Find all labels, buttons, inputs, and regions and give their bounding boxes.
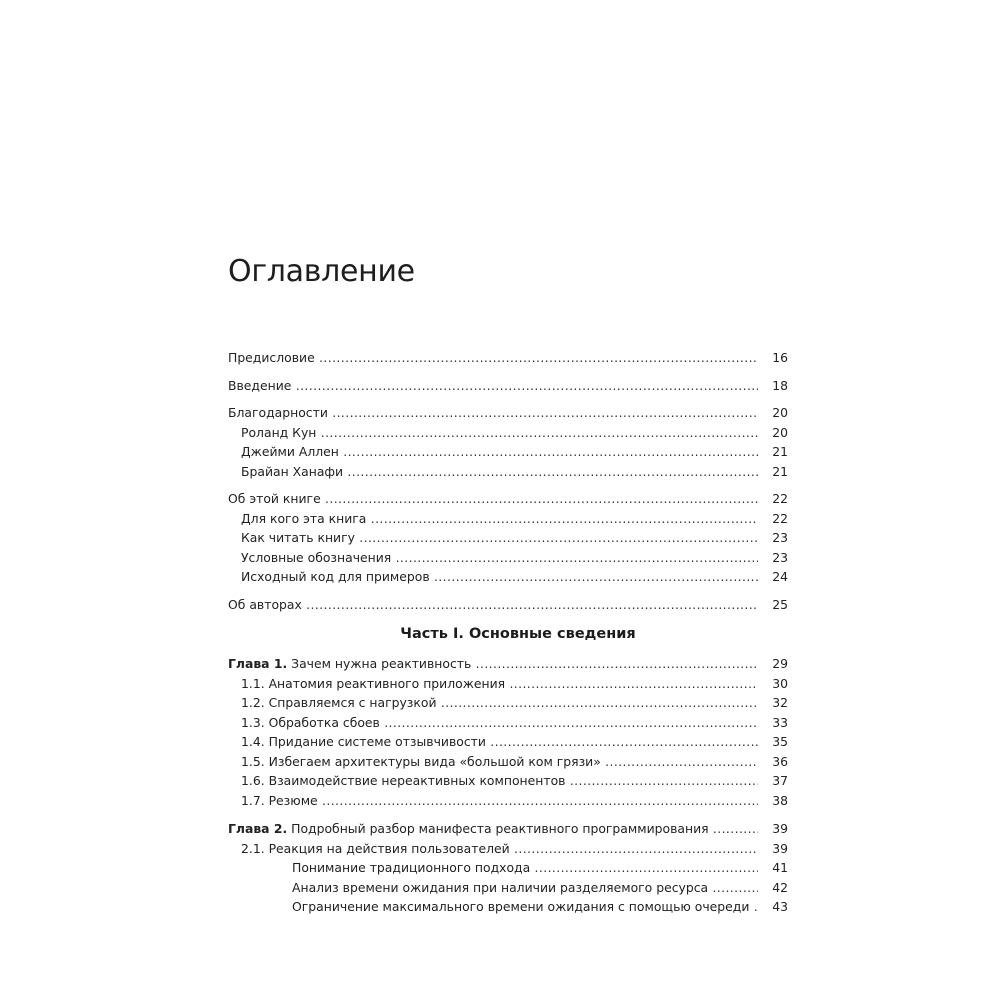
toc-entry-page: 18 xyxy=(760,376,788,396)
toc-entry-title xyxy=(228,819,758,839)
toc-entry-section[interactable] xyxy=(228,791,788,811)
toc-entry-title: Условные обозначения ..... xyxy=(241,548,758,568)
toc-entry-page: 38 xyxy=(760,791,788,811)
toc-entry-section[interactable] xyxy=(228,713,788,733)
page-title: Оглавление xyxy=(228,254,415,289)
toc-entry-page: 23 xyxy=(760,528,788,548)
toc-entry-introduction[interactable] xyxy=(228,376,788,396)
toc-entry-preface[interactable] xyxy=(228,348,788,368)
toc-entry-title: Ограничение максимального времени ожидания с помощью очереди ..... xyxy=(292,897,758,917)
toc-entry-title: Как читать книгу ..... xyxy=(241,528,758,548)
chapter-title: Зачем нужна реактивность xyxy=(291,656,472,671)
part-1-heading: Часть I. Основные сведения xyxy=(400,626,636,642)
toc-entry-acknowledgements[interactable] xyxy=(228,403,788,423)
chapter-title: Подробный разбор манифеста реактивного программирования xyxy=(291,821,709,836)
toc-entry-page: 39 xyxy=(760,839,788,859)
toc-entry-title: Благодарности ..... xyxy=(228,403,758,423)
toc-entry-how-to-read[interactable] xyxy=(228,528,788,548)
toc-entry-roland-kuhn[interactable] xyxy=(228,423,788,443)
toc-entry-page: 32 xyxy=(760,693,788,713)
toc-entry-jamie-allen[interactable] xyxy=(228,442,788,462)
toc-entry-page: 33 xyxy=(760,713,788,733)
toc-entry-title: Для кого эта книга ..... xyxy=(241,509,758,529)
toc-entry-page: 35 xyxy=(760,732,788,752)
toc-entry-page: 21 xyxy=(760,462,788,482)
toc-entry-page: 21 xyxy=(760,442,788,462)
toc-entry-page: 20 xyxy=(760,423,788,443)
toc-entry-about-authors[interactable] xyxy=(228,595,788,615)
toc-entry-page: 24 xyxy=(760,567,788,587)
toc-entry-page: 20 xyxy=(760,403,788,423)
toc-entry-page: 30 xyxy=(760,674,788,694)
toc-entry-title: Брайан Ханафи ..... xyxy=(241,462,758,482)
toc-entry-title: 1.2. Справляемся с нагрузкой ..... xyxy=(241,693,758,713)
toc-entry-subsection[interactable] xyxy=(228,897,788,917)
toc-entry-page: 37 xyxy=(760,771,788,791)
toc-entry-page: 39 xyxy=(760,819,788,839)
toc-entry-section[interactable] xyxy=(228,693,788,713)
toc-entry-section[interactable] xyxy=(228,839,788,859)
toc-entry-section[interactable] xyxy=(228,752,788,772)
toc-entry-title: 1.5. Избегаем архитектуры вида «большой ком грязи» ..... xyxy=(241,752,758,772)
toc-entry-page: 22 xyxy=(760,509,788,529)
toc-entry-conventions[interactable] xyxy=(228,548,788,568)
toc-entry-about-book[interactable] xyxy=(228,489,788,509)
toc-entry-title xyxy=(228,654,758,674)
toc-entry-section[interactable] xyxy=(228,674,788,694)
toc-entry-page: 23 xyxy=(760,548,788,568)
toc-entry-title: Джейми Аллен ..... xyxy=(241,442,758,462)
chapter-label: Глава 2. xyxy=(228,821,288,836)
toc-entry-title: 1.1. Анатомия реактивного приложения ..... xyxy=(241,674,758,694)
toc-entry-section[interactable] xyxy=(228,771,788,791)
toc-entry-title: Исходный код для примеров ..... xyxy=(241,567,758,587)
toc-entry-title: Введение ..... xyxy=(228,376,758,396)
toc-entry-title: Об этой книге ..... xyxy=(228,489,758,509)
toc-entry-title: Об авторах ..... xyxy=(228,595,758,615)
toc-entry-page: 29 xyxy=(760,654,788,674)
chapter-label: Глава 1. xyxy=(228,656,288,671)
toc-entry-title: 1.6. Взаимодействие нереактивных компонентов ..... xyxy=(241,771,758,791)
toc-entry-title: 1.7. Резюме ..... xyxy=(241,791,758,811)
toc-entry-audience[interactable] xyxy=(228,509,788,529)
toc-entry-chapter-2[interactable] xyxy=(228,819,788,839)
toc-entry-page: 25 xyxy=(760,595,788,615)
table-of-contents xyxy=(228,348,788,917)
toc-entry-subsection[interactable] xyxy=(228,878,788,898)
toc-entry-title: Анализ времени ожидания при наличии разделяемого ресурса ..... xyxy=(292,878,758,898)
toc-entry-page: 16 xyxy=(760,348,788,368)
toc-entry-page: 42 xyxy=(760,878,788,898)
toc-entry-page: 22 xyxy=(760,489,788,509)
toc-entry-title: 1.3. Обработка сбоев ..... xyxy=(241,713,758,733)
toc-entry-title: 1.4. Придание системе отзывчивости ..... xyxy=(241,732,758,752)
toc-entry-section[interactable] xyxy=(228,732,788,752)
toc-entry-title: 2.1. Реакция на действия пользователей ..... xyxy=(241,839,758,859)
toc-entry-source-code[interactable] xyxy=(228,567,788,587)
toc-entry-page: 36 xyxy=(760,752,788,772)
toc-entry-title: Предисловие ..... xyxy=(228,348,758,368)
toc-entry-subsection[interactable] xyxy=(228,858,788,878)
toc-entry-title: Понимание традиционного подхода ..... xyxy=(292,858,758,878)
toc-entry-brian-hanafee[interactable] xyxy=(228,462,788,482)
toc-entry-page: 41 xyxy=(760,858,788,878)
toc-entry-title: Роланд Кун ..... xyxy=(241,423,758,443)
toc-entry-page: 43 xyxy=(760,897,788,917)
toc-entry-chapter-1[interactable] xyxy=(228,654,788,674)
